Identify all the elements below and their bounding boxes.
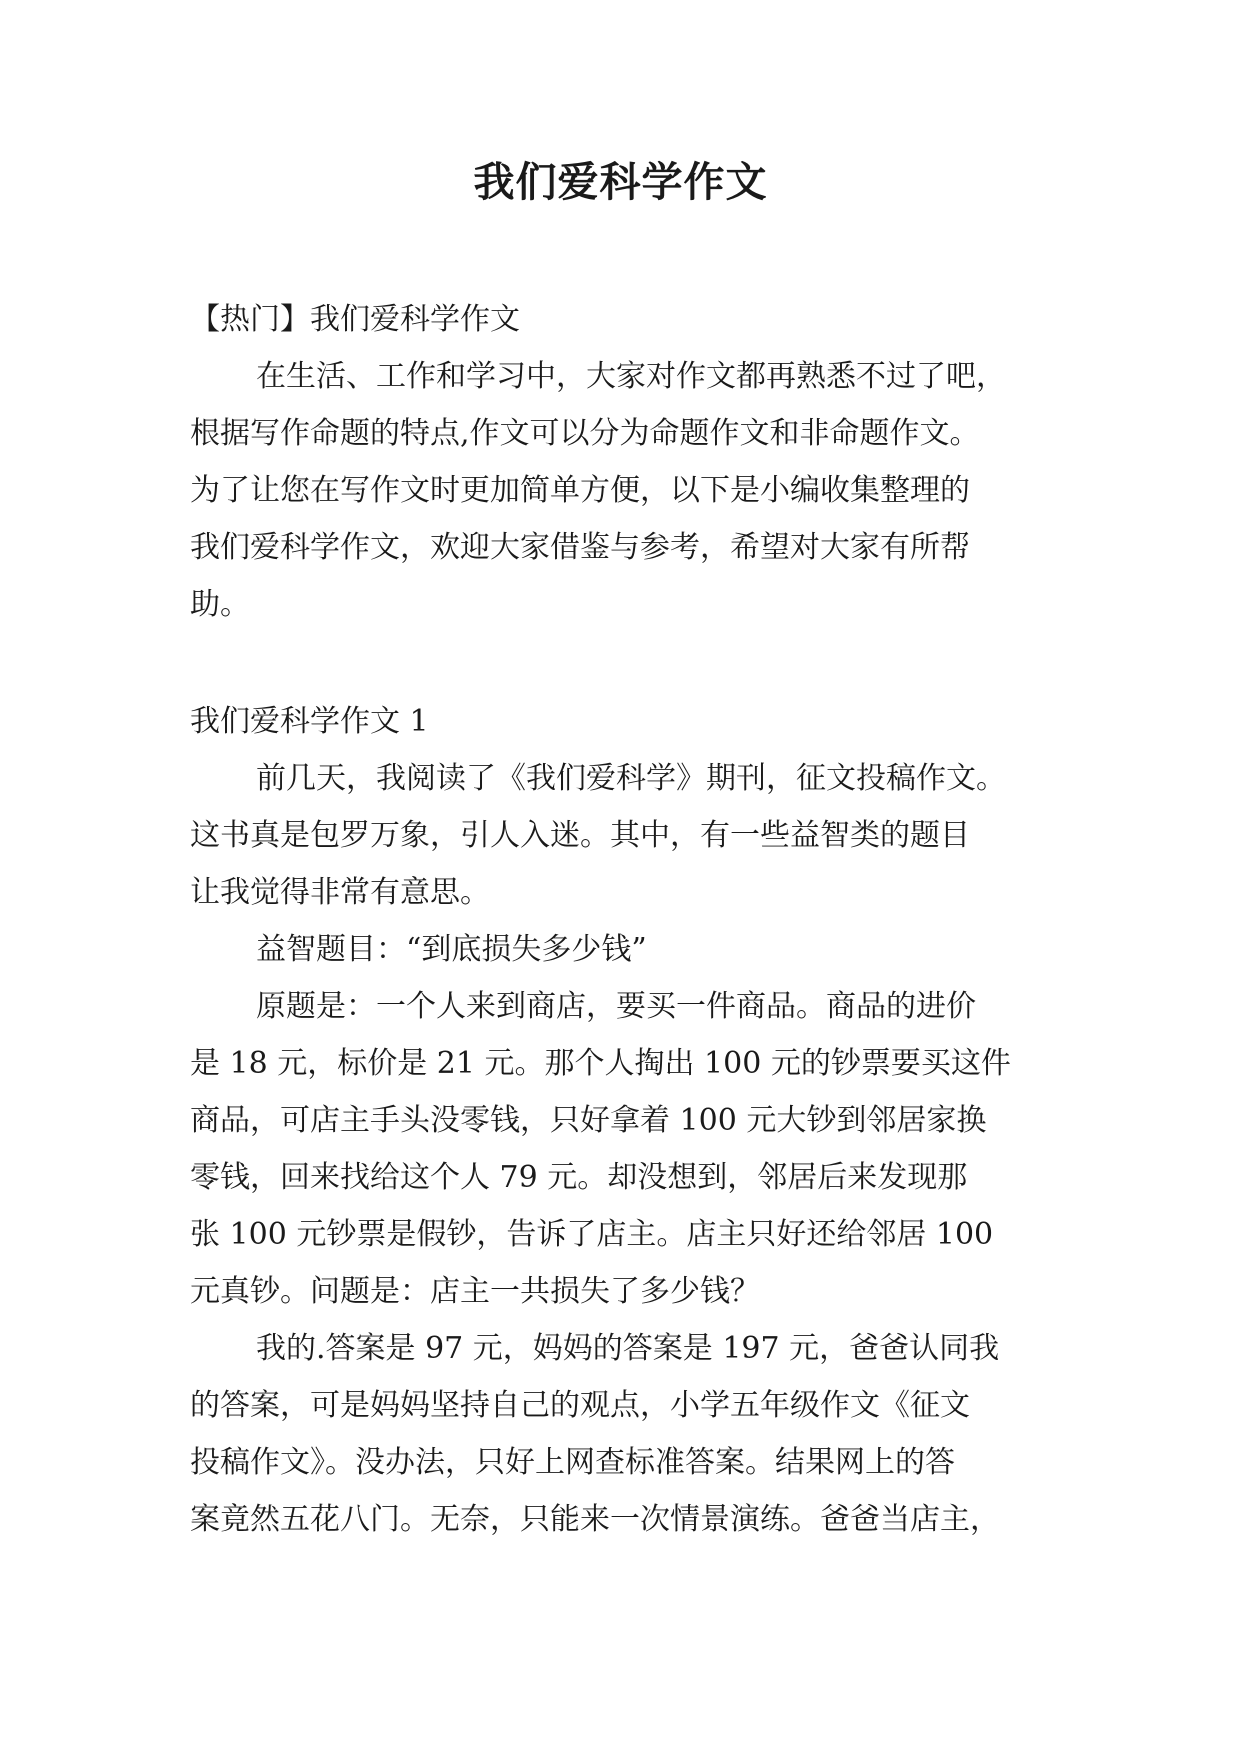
essay-line: 让我觉得非常有意思。	[190, 875, 490, 910]
intro-line: 我们爱科学作文，欢迎大家借鉴与参考，希望对大家有所帮	[190, 530, 970, 565]
essay-line: 案竟然五花八门。无奈，只能来一次情景演练。爸爸当店主，	[190, 1502, 1000, 1537]
intro-line: 为了让您在写作文时更加简单方便，以下是小编收集整理的	[190, 473, 970, 508]
intro-line: 在生活、工作和学习中，大家对作文都再熟悉不过了吧，	[256, 359, 1006, 394]
intro-line: 助。	[190, 587, 250, 622]
puzzle-title-line: 益智题目：“到底损失多少钱”	[256, 932, 647, 967]
essay-line: 前几天，我阅读了《我们爱科学》期刊，征文投稿作文。	[256, 761, 1006, 796]
essay-line: 零钱，回来找给这个人 79 元。却没想到，邻居后来发现那	[190, 1160, 968, 1195]
essay-line: 商品，可店主手头没零钱，只好拿着 100 元大钞到邻居家换	[190, 1103, 987, 1138]
essay-line: 我的.答案是 97 元，妈妈的答案是 197 元，爸爸认同我	[256, 1331, 1000, 1366]
paragraph-gap	[190, 633, 1052, 693]
essay-line: 张 100 元钞票是假钞，告诉了店主。店主只好还给邻居 100	[190, 1217, 994, 1252]
document-body	[190, 291, 1052, 1548]
essay-line: 原题是：一个人来到商店，要买一件商品。商品的进价	[256, 989, 976, 1024]
intro-line: 根据写作命题的特点,作文可以分为命题作文和非命题作文。	[190, 416, 980, 451]
essay-line: 是 18 元，标价是 21 元。那个人掏出 100 元的钞票要买这件	[190, 1046, 1011, 1081]
hot-heading: 【热门】我们爱科学作文	[190, 302, 520, 337]
essay-line: 的答案，可是妈妈坚持自己的观点，小学五年级作文《征文	[190, 1388, 970, 1423]
essay-line: 投稿作文》。没办法，只好上网查标准答案。结果网上的答	[190, 1445, 955, 1480]
document-title: 我们爱科学作文	[473, 158, 768, 206]
essay-line: 这书真是包罗万象，引人入迷。其中，有一些益智类的题目	[190, 818, 970, 853]
essay-line: 元真钞。问题是：店主一共损失了多少钱？	[190, 1274, 760, 1309]
essay-heading: 我们爱科学作文 1	[190, 704, 429, 739]
